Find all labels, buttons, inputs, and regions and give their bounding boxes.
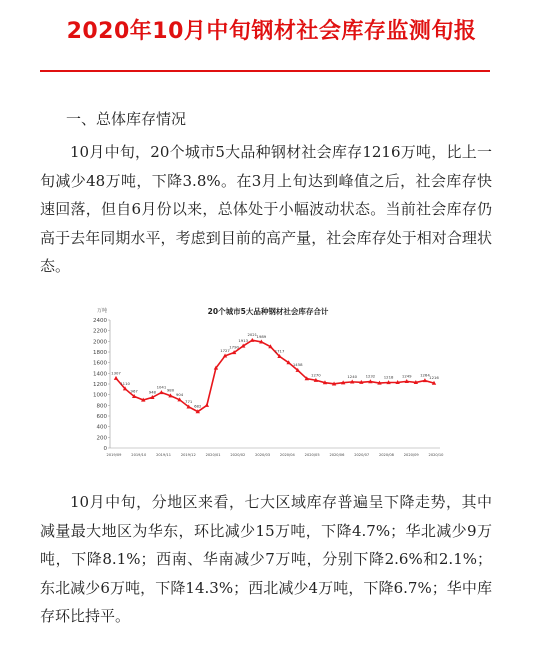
data-label: 1270: [311, 372, 321, 378]
y-tick-label: 1600: [93, 360, 107, 367]
x-tick-label: 2020/01: [205, 453, 221, 457]
data-label: 1717: [274, 348, 285, 354]
data-label: 2021: [247, 332, 258, 338]
y-tick-label: 1400: [93, 371, 107, 378]
y-tick-label: 400: [96, 424, 107, 431]
x-tick-label: 2020/06: [329, 453, 345, 457]
title-divider: [40, 70, 490, 72]
y-tick-label: 2200: [93, 328, 107, 335]
x-tick-label: 2020/03: [255, 453, 271, 457]
y-tick-label: 2400: [93, 318, 107, 324]
y-tick-label: 2000: [93, 339, 107, 346]
y-tick-label: 1800: [93, 350, 107, 356]
data-label: 1989: [256, 333, 267, 339]
data-label: 1790: [229, 344, 239, 350]
y-tick-label: 200: [96, 435, 107, 442]
data-label: 1232: [365, 373, 376, 379]
data-label: 948: [148, 389, 156, 395]
data-label: 771: [185, 398, 193, 404]
x-tick-label: 2019/10: [131, 453, 147, 457]
x-tick-label: 2019/09: [106, 453, 122, 457]
data-label: 1218: [383, 374, 394, 380]
data-point: [114, 376, 118, 380]
y-tick-label: 600: [96, 414, 107, 420]
data-label: 1727: [220, 347, 230, 353]
inventory-line-chart: [78, 302, 444, 468]
data-label: 1913: [238, 337, 249, 343]
data-label: 1249: [401, 373, 412, 379]
report-title: 2020年10月中旬钢材社会库存监测旬报: [66, 19, 477, 44]
y-tick-label: 800: [96, 403, 107, 410]
chart-title: 20个城市5大品种钢材社会库存合计: [207, 307, 329, 316]
data-label: 1240: [347, 373, 358, 379]
data-label: 1458: [292, 362, 303, 368]
data-label: 1041: [156, 384, 167, 390]
data-label: 682: [194, 403, 202, 409]
y-tick-label: 1000: [93, 392, 107, 399]
x-tick-label: 2020/10: [428, 453, 444, 457]
x-tick-label: 2020/02: [230, 453, 246, 457]
data-label: 1264: [420, 372, 430, 378]
data-label: 1307: [111, 370, 121, 376]
x-tick-label: 2020/07: [354, 453, 370, 457]
y-axis-label: 万吨: [96, 308, 108, 314]
x-tick-label: 2020/09: [403, 453, 419, 457]
data-point: [159, 390, 163, 394]
section-heading: 一、总体库存情况: [66, 110, 187, 128]
y-tick-label: 0: [103, 446, 107, 452]
data-point: [205, 403, 209, 407]
paragraph-overall-inventory: 10月中旬，20个城市5大品种钢材社会库存1216万吨，比上一旬减少48万吨，下降3.8%。在3月上旬达到峰值之后，社会库存快速回落，但自6月份以来，总体处于小幅波动状态。当前社会库存仍高于去年同期水平，考虑到目前的高产量，社会库存处于相对合理状态。: [40, 143, 492, 275]
x-tick-label: 2019/12: [180, 453, 196, 457]
x-tick-label: 2020/05: [304, 453, 320, 457]
data-label: 1216: [429, 375, 439, 381]
data-label: 904: [175, 391, 184, 397]
paragraph-regional-inventory: 10月中旬，分地区来看，七大区域库存普遍呈下降走势，其中减量最大地区为华东，环比减少15万吨，下降4.7%；华北减少9万吨，下降8.1%；西南、华南减少7万吨，分别下降2.6%和2.1%；东北减少6万吨，下降14.3%；西北减少4万吨，下降6.7%；华中库存环比持平。: [40, 493, 492, 625]
y-tick-label: 1200: [93, 382, 107, 388]
x-tick-label: 2019/11: [156, 453, 172, 457]
data-label: 1110: [120, 380, 130, 386]
x-tick-label: 2020/04: [279, 453, 295, 457]
data-label: 967: [130, 388, 138, 394]
x-tick-label: 2020/08: [378, 453, 394, 457]
data-label: 980: [166, 387, 175, 393]
